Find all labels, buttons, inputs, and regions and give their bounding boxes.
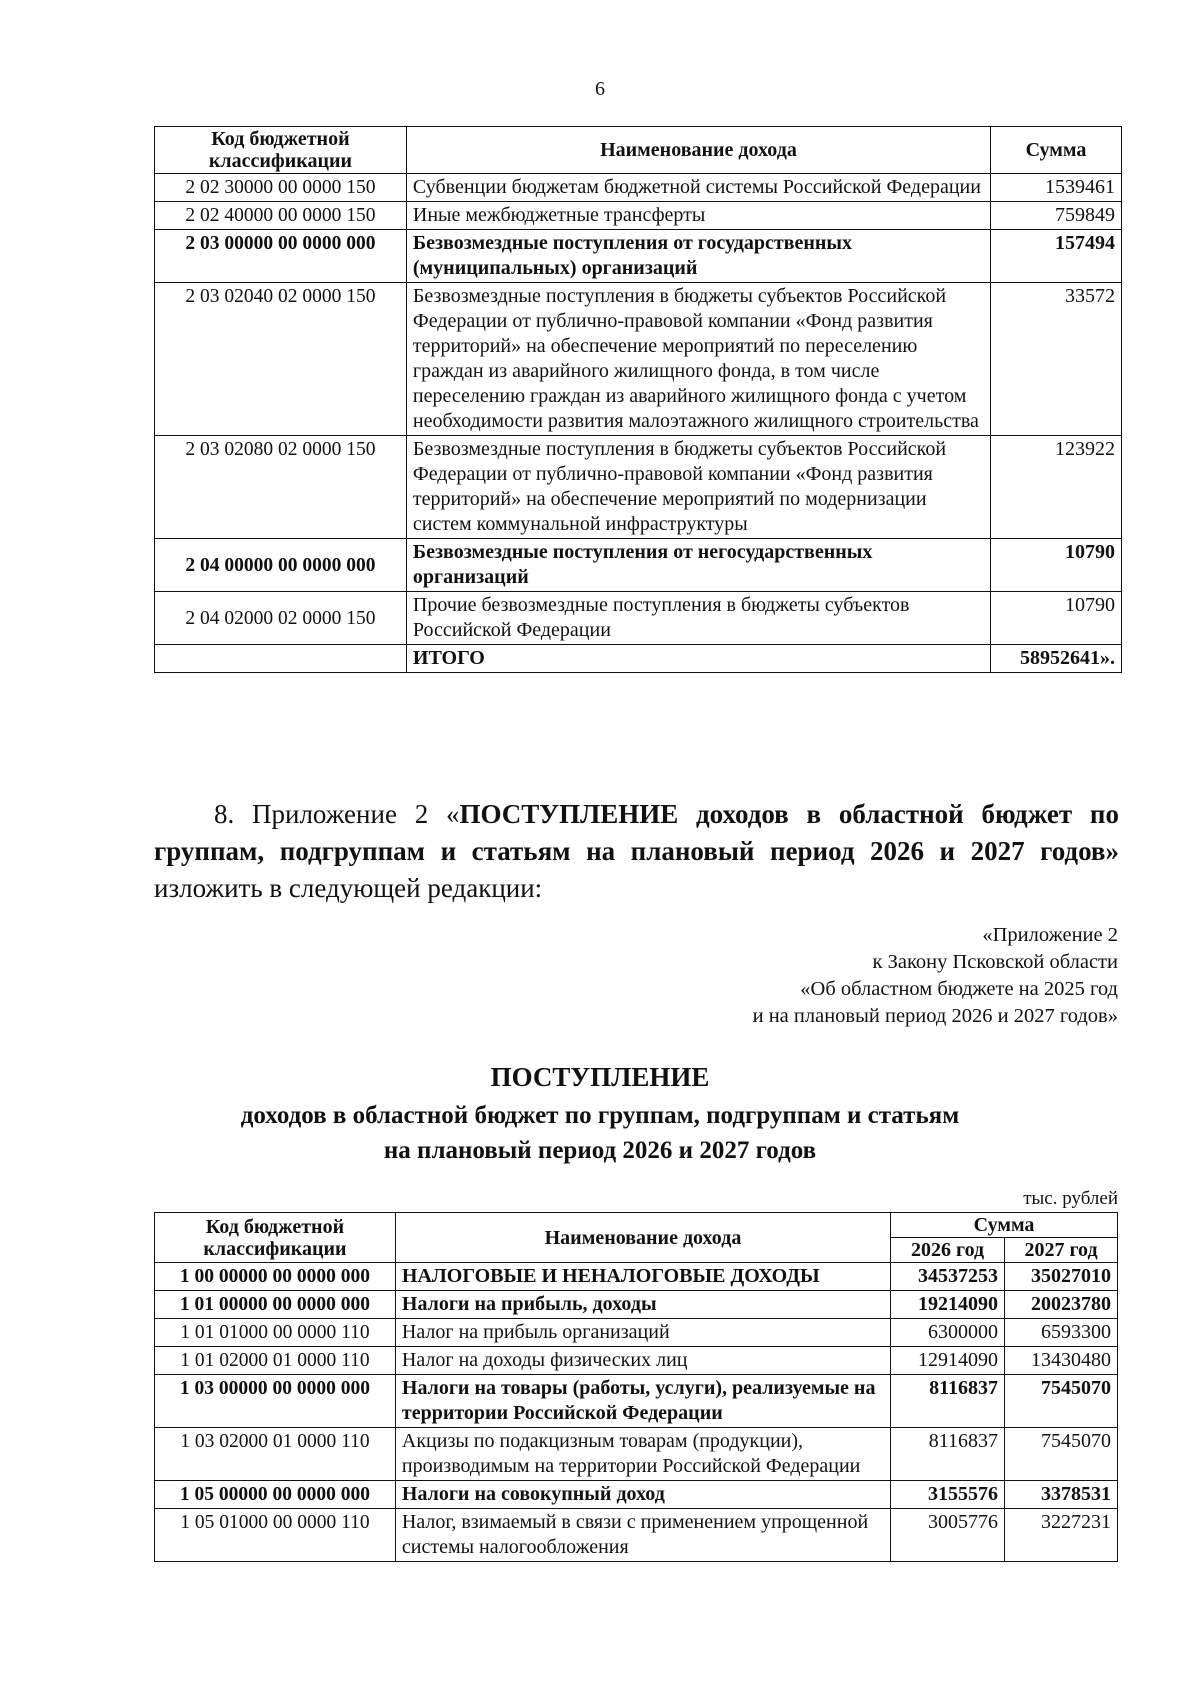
cell-code: 1 00 00000 00 0000 000 (155, 1263, 396, 1291)
amendment-paragraph (154, 796, 1119, 907)
header-sum: Сумма (991, 127, 1122, 174)
cell-sum: 759849 (991, 202, 1122, 230)
cell-name: Иные межбюджетные трансферты (406, 202, 990, 230)
cell-sum: 157494 (991, 230, 1122, 283)
header-2026: 2026 год (891, 1238, 1005, 1263)
cell-name: Налоги на товары (работы, услуги), реализуемые на территории Российской Федерации (395, 1375, 890, 1428)
cell-2026: 3155576 (891, 1481, 1005, 1509)
cell-2027: 35027010 (1005, 1263, 1118, 1291)
cell-name: Налоги на прибыль, доходы (395, 1291, 890, 1319)
table-row (155, 436, 1122, 539)
cell-2026: 19214090 (891, 1291, 1005, 1319)
document-title: ПОСТУПЛЕНИЕ (490, 1062, 710, 1092)
table-row (155, 1347, 1118, 1375)
table-header-row (155, 1213, 1118, 1238)
table-row (155, 539, 1122, 592)
table-row (155, 202, 1122, 230)
header-sum: Сумма (891, 1213, 1118, 1238)
subtitle-line-2: на плановый период 2026 и 2027 годов (383, 1137, 817, 1164)
cell-2026: 6300000 (891, 1319, 1005, 1347)
cell-name: Безвозмездные поступления в бюджеты субъектов Российской Федерации от публично-правовой компании «Фонд развития территорий» на обеспечение мероприятий по переселению граждан из аварийного жилищного фонда, в том числе переселению граждан из аварийного жилищного фонда с учетом необходимости развития малоэтажного жилищного строительства (406, 283, 990, 436)
cell-name: Налог, взимаемый в связи с применением упрощенной системы налогообложения (395, 1509, 890, 1562)
cell-name: Налог на прибыль организаций (395, 1319, 890, 1347)
header-name: Наименование дохода (395, 1213, 890, 1263)
table-row (155, 1291, 1118, 1319)
document-subtitle (0, 1098, 1200, 1168)
table-row (155, 1319, 1118, 1347)
cell-code: 1 05 01000 00 0000 110 (155, 1509, 396, 1562)
cell-code: 1 03 02000 01 0000 110 (155, 1428, 396, 1481)
paragraph-suffix: изложить в следующей редакции: (154, 873, 543, 903)
cell-code: 1 01 02000 01 0000 110 (155, 1347, 396, 1375)
header-name: Наименование дохода (406, 127, 990, 174)
cell-code (155, 645, 407, 673)
table-row (155, 592, 1122, 645)
header-code: Код бюджетной классификации (155, 127, 407, 174)
cell-2027: 20023780 (1005, 1291, 1118, 1319)
cell-name-total: ИТОГО (406, 645, 990, 673)
cell-2026: 3005776 (891, 1509, 1005, 1562)
cell-code: 2 04 00000 00 0000 000 (155, 539, 407, 592)
table-row (155, 1263, 1118, 1291)
cell-sum: 123922 (991, 436, 1122, 539)
cell-2026: 8116837 (891, 1375, 1005, 1428)
subtitle-line-1: доходов в областной бюджет по группам, подгруппам и статьям (240, 1102, 960, 1129)
table-row (155, 1481, 1118, 1509)
page-number: 6 (595, 78, 605, 100)
units-label: тыс. рублей (1023, 1188, 1118, 1209)
cell-2027: 13430480 (1005, 1347, 1118, 1375)
cell-2026: 8116837 (891, 1428, 1005, 1481)
cell-code: 1 05 00000 00 0000 000 (155, 1481, 396, 1509)
cell-2027: 3227231 (1005, 1509, 1118, 1562)
table-row (155, 230, 1122, 283)
table-row (155, 1509, 1118, 1562)
cell-name: Безвозмездные поступления в бюджеты субъектов Российской Федерации от публично-правовой компании «Фонд развития территорий» на обеспечение мероприятий по модернизации систем коммунальной инфраструктуры (406, 436, 990, 539)
appendix-line-1: «Приложение 2 (982, 924, 1118, 946)
table-row (155, 174, 1122, 202)
cell-sum: 33572 (991, 283, 1122, 436)
cell-name: Акцизы по подакцизным товарам (продукции), производимым на территории Российской Федерации (395, 1428, 890, 1481)
cell-code: 2 03 02040 02 0000 150 (155, 283, 407, 436)
cell-code: 1 01 00000 00 0000 000 (155, 1291, 396, 1319)
table-header-row (155, 127, 1122, 174)
cell-name: НАЛОГОВЫЕ И НЕНАЛОГОВЫЕ ДОХОДЫ (395, 1263, 890, 1291)
cell-sum: 10790 (991, 539, 1122, 592)
appendix-line-2: к Закону Псковской области (872, 951, 1118, 973)
cell-sum-total: 58952641». (991, 645, 1122, 673)
cell-name: Налоги на совокупный доход (395, 1481, 890, 1509)
cell-sum: 10790 (991, 592, 1122, 645)
cell-name: Налог на доходы физических лиц (395, 1347, 890, 1375)
cell-2026: 34537253 (891, 1263, 1005, 1291)
cell-2027: 6593300 (1005, 1319, 1118, 1347)
appendix-line-4: и на плановый период 2026 и 2027 годов» (752, 1005, 1118, 1027)
cell-name: Безвозмездные поступления от негосударственных организаций (406, 539, 990, 592)
cell-code: 1 01 01000 00 0000 110 (155, 1319, 396, 1347)
table-row (155, 1428, 1118, 1481)
header-code: Код бюджетной классификации (155, 1213, 396, 1263)
cell-name: Субвенции бюджетам бюджетной системы Российской Федерации (406, 174, 990, 202)
table-row (155, 1375, 1118, 1428)
cell-code: 2 02 30000 00 0000 150 (155, 174, 407, 202)
appendix-reference (753, 922, 1118, 1030)
cell-code: 2 03 00000 00 0000 000 (155, 230, 407, 283)
cell-code: 2 04 02000 02 0000 150 (155, 592, 407, 645)
cell-code: 1 03 00000 00 0000 000 (155, 1375, 396, 1428)
header-2027: 2027 год (1005, 1238, 1118, 1263)
paragraph-bold: ПОСТУПЛЕНИЕ доходов в областной бюджет по группам, подгруппам и статьям на плановый период 2026 и 2027 годов» (154, 799, 1119, 866)
revenue-table-continued (154, 126, 1122, 673)
total-row (155, 645, 1122, 673)
cell-2027: 7545070 (1005, 1375, 1118, 1428)
cell-name: Прочие безвозмездные поступления в бюджеты субъектов Российской Федерации (406, 592, 990, 645)
cell-code: 2 02 40000 00 0000 150 (155, 202, 407, 230)
cell-name: Безвозмездные поступления от государственных (муниципальных) организаций (406, 230, 990, 283)
cell-2027: 7545070 (1005, 1428, 1118, 1481)
table-row (155, 283, 1122, 436)
cell-2026: 12914090 (891, 1347, 1005, 1375)
revenue-plan-table (154, 1212, 1118, 1562)
cell-2027: 3378531 (1005, 1481, 1118, 1509)
cell-code: 2 03 02080 02 0000 150 (155, 436, 407, 539)
paragraph-prefix: 8. Приложение 2 « (214, 799, 460, 829)
appendix-line-3: «Об областном бюджете на 2025 год (800, 978, 1118, 1000)
cell-sum: 1539461 (991, 174, 1122, 202)
